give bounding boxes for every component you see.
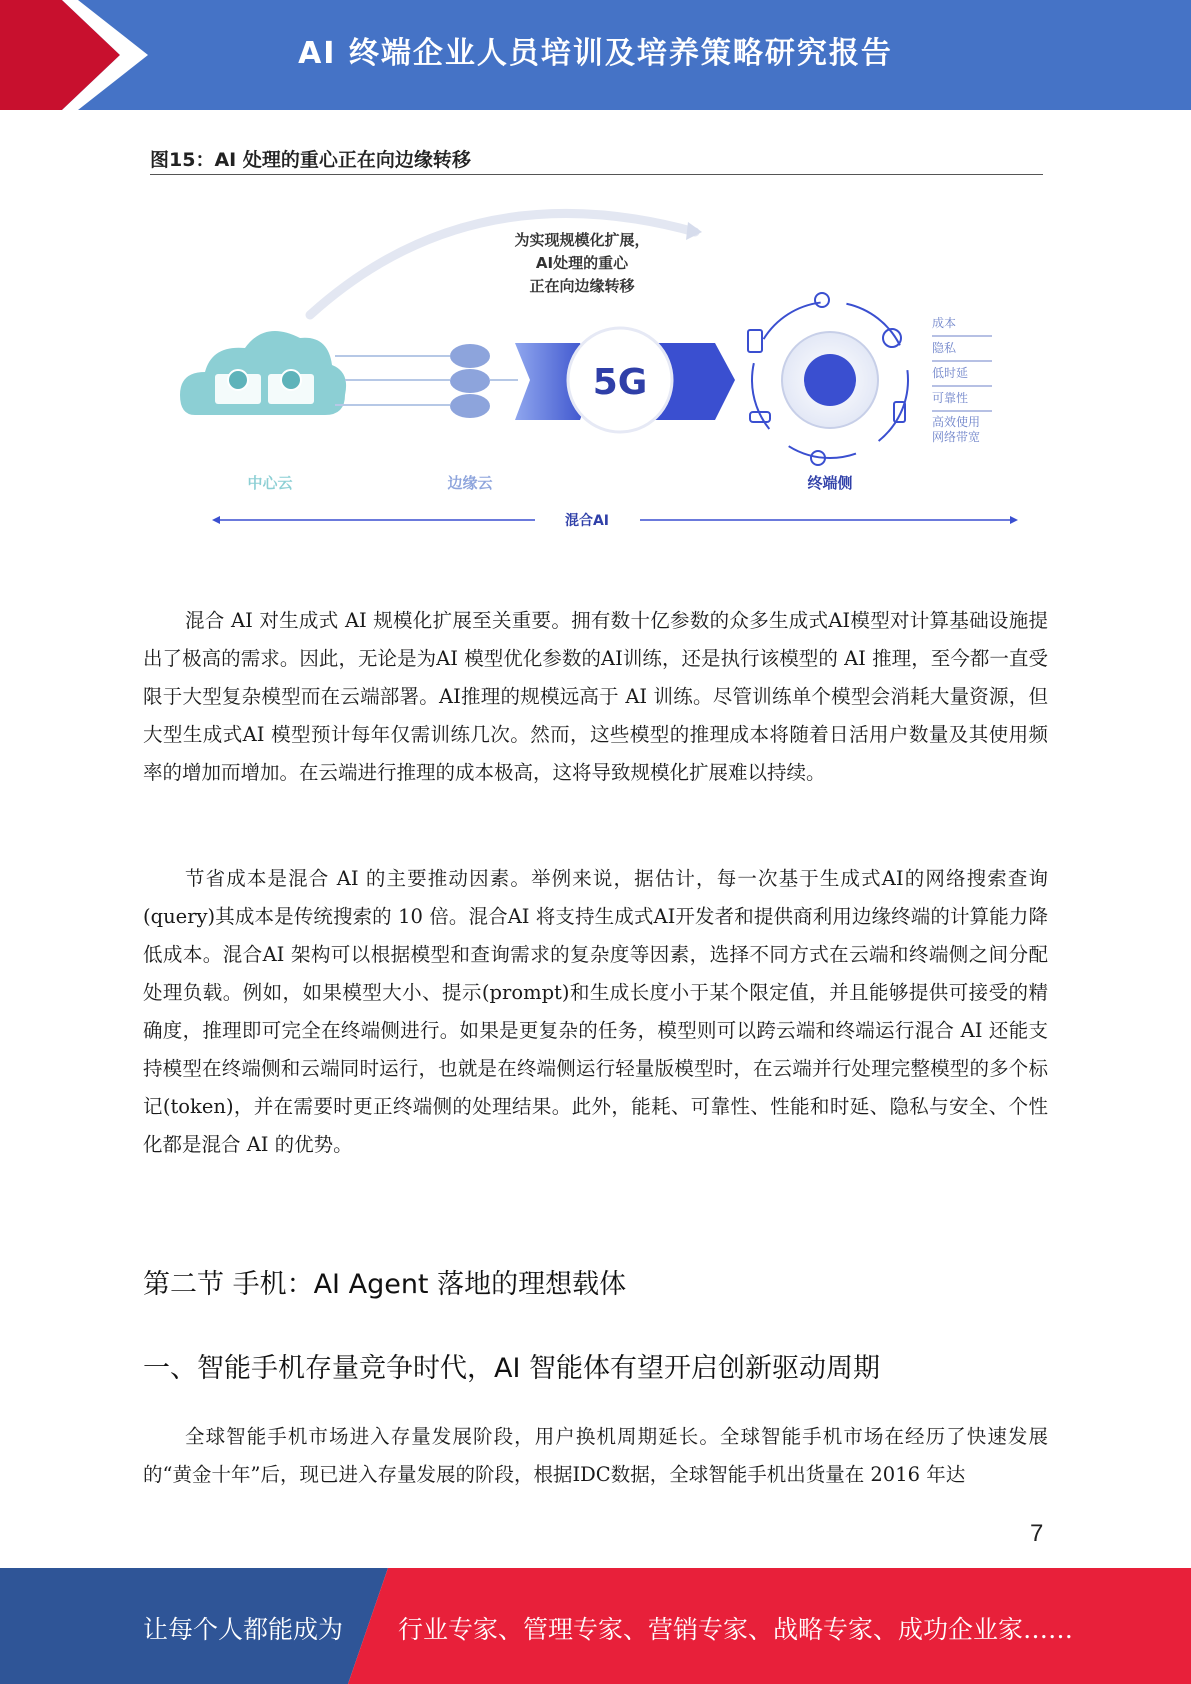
- benefit-bandwidth-2: 网络带宽: [932, 430, 981, 444]
- top-text-line-1: 为实现规模化扩展，: [514, 231, 650, 249]
- subsection-title: 一、智能手机存量竞争时代，AI 智能体有望开启创新驱动周期: [143, 1353, 881, 1384]
- top-text-line-2: AI处理的重心: [535, 254, 629, 272]
- page-footer: [0, 1568, 1191, 1684]
- page-number: 7: [1030, 1520, 1044, 1547]
- benefit-latency: 低时延: [932, 366, 969, 380]
- watch-icon: [815, 293, 829, 307]
- center-cloud-icon: [180, 331, 346, 415]
- paragraph-1: 混合 AI 对生成式 AI 规模化扩展至关重要。拥有数十亿参数的众多生成式AI模型对计算基础设施提出了极高的需求。因此，无论是为AI 模型优化参数的AI训练，还是执行该模型的 AI 推理，至今都一直受限于大型复杂模型而在云端部署。AI推理的规模远高于 AI 训练。尽管训练单个模型会消耗大量资源，但大型生成式AI 模型预计每年仅需训练几次。然而，这些模型的推理成本将随着日活用户数量及其使用频率的增加而增加。在云端进行推理的成本极高，这将导致规模化扩展难以持续。: [143, 609, 1048, 784]
- top-arc: [310, 213, 695, 315]
- edge-cloud-icon: [450, 344, 490, 418]
- figure-hybrid-ai: [150, 180, 1043, 540]
- paragraph-3: 全球智能手机市场进入存量发展阶段，用户换机周期延长。全球智能手机市场在经历了快速发展的“黄金十年”后，现已进入存量发展的阶段，根据IDC数据，全球智能手机出货量在 2016 年达: [143, 1425, 1048, 1486]
- label-terminal: 终端侧: [807, 474, 853, 492]
- paragraph-2: 节省成本是混合 AI 的主要推动因素。举例来说，据估计，每一次基于生成式AI的网络搜索查询(query)其成本是传统搜索的 10 倍。混合AI 将支持生成式AI开发者和提供商利用边缘终端的计算能力降低成本。混合AI 架构可以根据模型和查询需求的复杂度等因素，选择不同方式在云端和终端侧之间分配处理负载。例如，如果模型大小、提示(prompt)和生成长度小于某个限定值，并且能够提供可接受的精确度，推理即可完全在终端侧进行。如果是更复杂的任务，模型则可以跨云端和终端运行混合 AI 还能支持模型在终端侧和云端同时运行，也就是在终端侧运行轻量版模型时，在云端并行处理完整模型的多个标记(token)，并在需要时更正终端侧的处理结果。此外，能耗、可靠性、性能和时延、隐私与安全、个性化都是混合 AI 的优势。: [143, 867, 1048, 1156]
- label-hybrid-ai: 混合AI: [564, 513, 610, 529]
- page-header: [0, 0, 1191, 110]
- benefit-privacy: 隐私: [932, 341, 957, 355]
- benefits-list: [932, 315, 992, 444]
- footer-right-text: 行业专家、管理专家、营销专家、战略专家、成功企业家……: [398, 1615, 1074, 1644]
- footer-left-text: 让每个人都能成为: [143, 1615, 344, 1644]
- top-text-line-3: 正在向边缘转移: [529, 277, 635, 295]
- 5g-badge: 5G: [592, 362, 648, 403]
- benefit-cost: 成本: [932, 316, 957, 330]
- figure-caption: 图15：AI 处理的重心正在向边缘转移: [150, 149, 471, 171]
- header-title: AI 终端企业人员培训及培养策略研究报告: [298, 36, 893, 71]
- benefit-bandwidth-1: 高效使用: [932, 415, 981, 429]
- label-center-cloud: 中心云: [247, 474, 293, 492]
- benefit-reliability: 可靠性: [932, 391, 969, 405]
- tablet-icon: [748, 330, 762, 352]
- label-edge-cloud: 边缘云: [447, 474, 493, 492]
- figure-caption-rule: [150, 174, 1043, 175]
- ai-brain-icon: [804, 354, 856, 406]
- section-title: 第二节 手机：AI Agent 落地的理想载体: [143, 1269, 627, 1300]
